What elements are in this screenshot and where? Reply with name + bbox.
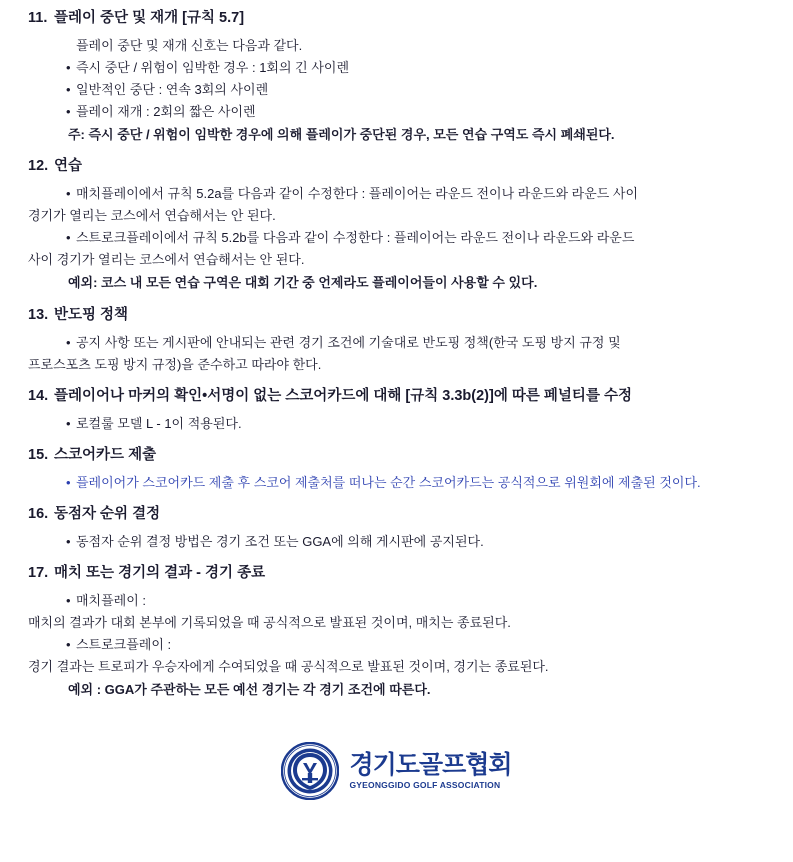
list-item — [28, 101, 765, 122]
list-item-text: 스트로크플레이에서 규칙 5.2b를 다음과 같이 수정한다 : 플레이어는 라운드 전이나 라운드와 라운드 — [76, 230, 635, 246]
section-12-title: 연습 — [54, 158, 83, 175]
list-item — [28, 227, 765, 248]
list-item — [28, 413, 765, 434]
section-13-bullets — [28, 332, 765, 375]
section-12-note: 예외: 코스 내 모든 연습 구역은 대회 기간 중 언제라도 플레이어들이 사용할 수 있다. — [68, 275, 538, 291]
section-13 — [28, 305, 765, 375]
list-item — [28, 79, 765, 100]
bullet-dot-icon: • — [66, 82, 71, 98]
bullet-dot-icon: • — [66, 334, 71, 350]
list-item-text: 스트로크플레이 : — [76, 636, 172, 652]
gga-emblem-icon — [281, 742, 339, 800]
section-16-heading — [28, 504, 765, 525]
bullet-dot-icon: • — [66, 60, 71, 76]
section-17-title: 매치 또는 경기의 결과 - 경기 종료 — [54, 564, 266, 581]
section-15-heading — [28, 445, 765, 466]
bullet-dot-icon: • — [66, 230, 71, 246]
section-17-heading — [28, 563, 765, 584]
logo-text-block — [349, 750, 512, 790]
section-17-number: 17. — [28, 564, 49, 581]
list-item-continuation: 경기 결과는 트로피가 우승자에게 수여되었을 때 공식적으로 발표된 것이며, 경기는 종료된다. — [28, 658, 549, 674]
bullet-dot-icon: • — [66, 415, 71, 431]
list-item-text: 매치플레이 : — [76, 592, 147, 608]
section-11-note: 주: 즉시 중단 / 위험이 임박한 경우에 의해 플레이가 중단된 경우, 모든 연습 구역도 즉시 폐쇄된다. — [68, 127, 615, 143]
bullet-dot-icon: • — [66, 104, 71, 120]
list-item — [28, 531, 765, 552]
section-15 — [28, 445, 765, 493]
bullet-dot-icon: • — [66, 186, 71, 202]
section-12-heading — [28, 156, 765, 177]
bullet-dot-icon: • — [66, 474, 71, 490]
section-12-bullets — [28, 183, 765, 270]
list-item-continuation: 프로스포츠 도핑 방지 규정)을 준수하고 따라야 한다. — [28, 356, 322, 372]
section-11-intro: 플레이 중단 및 재개 신호는 다음과 같다. — [76, 38, 303, 54]
section-11 — [28, 8, 765, 145]
list-item-text: 매치플레이에서 규칙 5.2a를 다음과 같이 수정한다 : 플레이어는 라운드 전이나 라운드와 라운드 사이 — [76, 186, 639, 202]
section-15-number: 15. — [28, 446, 49, 463]
bullet-dot-icon: • — [66, 533, 71, 549]
section-14-bullets — [28, 413, 765, 434]
section-16-number: 16. — [28, 505, 49, 522]
section-14-title: 플레이어나 마커의 확인•서명이 없는 스코어카드에 대해 [규칙 3.3b(2)]에 따른 페널티를 수정 — [54, 387, 632, 404]
section-11-number: 11. — [28, 10, 48, 26]
list-item-text: 일반적인 중단 : 연속 3회의 사이렌 — [76, 82, 269, 98]
list-item-continuation: 매치의 결과가 대회 본부에 기록되었을 때 공식적으로 발표된 것이며, 매치는 종료된다. — [28, 614, 511, 630]
list-item — [28, 590, 765, 611]
logo-english-name: GYEONGGIDO GOLF ASSOCIATION — [349, 779, 501, 790]
list-item — [28, 183, 765, 204]
list-item-text: 즉시 중단 / 위험이 임박한 경우 : 1회의 긴 사이렌 — [76, 60, 350, 76]
list-item-continuation: 사이 경기가 열리는 코스에서 연습해서는 안 된다. — [28, 252, 305, 268]
section-15-title: 스코어카드 제출 — [54, 446, 157, 463]
section-13-heading — [28, 305, 765, 326]
section-17 — [28, 563, 765, 700]
section-11-title: 플레이 중단 및 재개 [규칙 5.7] — [54, 10, 245, 26]
section-14-number: 14. — [28, 387, 49, 404]
bullet-dot-icon: • — [66, 592, 71, 608]
section-16-bullets — [28, 531, 765, 552]
logo-lockup — [281, 742, 511, 800]
list-item — [28, 634, 765, 655]
section-12-number: 12. — [28, 158, 49, 175]
section-14-heading — [28, 386, 765, 407]
list-item-text: 동점자 순위 결정 방법은 경기 조건 또는 GGA에 의해 게시판에 공지된다. — [76, 533, 484, 549]
logo-korean-name: 경기도골프협회 — [349, 750, 512, 779]
list-item — [28, 332, 765, 353]
footer-logo — [0, 742, 793, 800]
section-11-heading — [28, 8, 765, 29]
section-16 — [28, 504, 765, 552]
section-15-bullets — [28, 472, 765, 493]
section-13-number: 13. — [28, 306, 49, 323]
section-17-bullets — [28, 590, 765, 677]
list-item — [28, 472, 765, 493]
list-item — [28, 57, 765, 78]
list-item-text: 로컬룰 모델 L - 1이 적용된다. — [76, 415, 242, 431]
list-item-text: 플레이어가 스코어카드 제출 후 스코어 제출처를 떠나는 순간 스코어카드는 공식적으로 위원회에 제출된 것이다. — [76, 474, 701, 490]
list-item-text: 공지 사항 또는 게시판에 안내되는 관련 경기 조건에 기술대로 반도핑 정책(한국 도핑 방지 규정 및 — [76, 334, 621, 350]
section-14 — [28, 386, 765, 434]
section-11-bullets — [28, 57, 765, 122]
section-12 — [28, 156, 765, 293]
list-item-text: 플레이 재개 : 2회의 짧은 사이렌 — [76, 104, 256, 120]
section-16-title: 동점자 순위 결정 — [54, 505, 161, 522]
bullet-dot-icon: • — [66, 636, 71, 652]
list-item-continuation: 경기가 열리는 코스에서 연습해서는 안 된다. — [28, 208, 276, 224]
section-17-note: 예외 : GGA가 주관하는 모든 예선 경기는 각 경기 조건에 따른다. — [68, 682, 431, 697]
section-13-title: 반도핑 정책 — [54, 306, 129, 323]
